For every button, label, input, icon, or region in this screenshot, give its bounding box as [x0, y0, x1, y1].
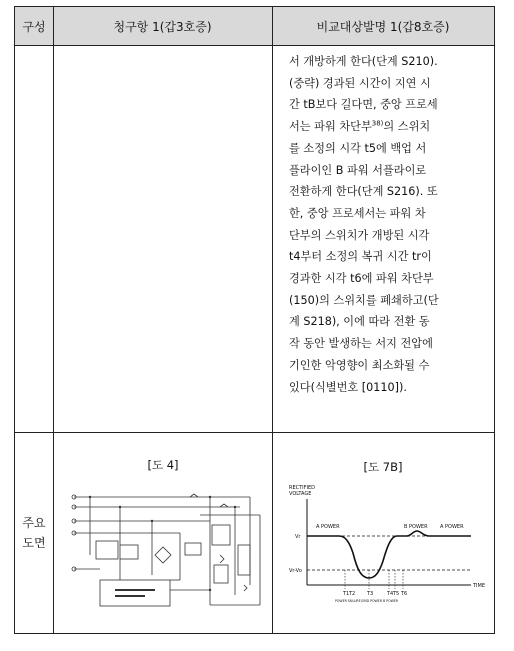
- graph-x-note: GRID POWER: [361, 599, 382, 603]
- text-line: 한, 중앙 프로세서는 파워 차: [289, 206, 426, 220]
- text-line: [289, 116, 491, 138]
- graph-t-label: T3: [367, 591, 374, 597]
- text-span: 서는 파워 차단부: [289, 120, 372, 134]
- graph-x-axis-label: TIME: [473, 583, 486, 589]
- graph-tick-vr: Vr: [295, 534, 301, 540]
- text-span: 의 스위치: [383, 120, 431, 134]
- header-col-component: 구성: [22, 20, 46, 34]
- text-line: 서 개방하게 한다(단계 S210).: [289, 55, 438, 68]
- graph-t-label: T4: [387, 591, 394, 597]
- footnote-ref: 38): [371, 119, 384, 128]
- text-line: (중략) 경과된 시간이 지연 시: [289, 76, 431, 90]
- header-col-claim: 청구항 1(갑3호증): [113, 20, 212, 34]
- text-line: (150)의 스위치를 폐쇄하고(단: [289, 293, 439, 307]
- figure-7b-label: [도 7B]: [363, 460, 403, 474]
- text-line: 작 동안 발생하는 서지 전압에: [289, 337, 433, 351]
- column-divider-2: [272, 7, 273, 633]
- text-line: 기인한 악영향이 최소화될 수: [289, 358, 430, 372]
- text-line: 플라이인 B 파워 서플라이로: [289, 163, 427, 177]
- text-line: 단부의 스위치가 개방된 시각: [289, 228, 430, 242]
- graph-label-a-power: A POWER: [316, 524, 340, 530]
- graph-t-label: T6: [401, 591, 408, 597]
- graph-y-title-2: VOLTAGE: [289, 491, 312, 497]
- header-col-prior-art: 비교대상발명 1(갑8호증): [316, 20, 450, 34]
- text-line: t4부터 소정의 복귀 시간 tr이: [289, 250, 432, 264]
- graph-y-title-1: RECTIFIED: [289, 485, 316, 491]
- text-line: 계 S218), 이에 따라 전환 동: [289, 315, 430, 329]
- prior-art-text: [289, 51, 491, 398]
- comparison-table: [14, 6, 495, 634]
- row-label-main-figure: [15, 513, 53, 553]
- graph-label-b-power: B POWER: [404, 524, 428, 530]
- voltage-time-graph: [283, 481, 493, 621]
- row-divider: [15, 432, 494, 433]
- text-line: 있다(식별번호 [0110]).: [289, 380, 407, 394]
- text-line: 전환하게 한다(단계 S216). 또: [289, 185, 438, 199]
- graph-t-label: T2: [349, 591, 356, 597]
- row-label-line: 도면: [22, 536, 46, 550]
- graph-x-note: POWER FAILURE: [335, 599, 361, 603]
- text-line: 간 tB보다 길다면, 중앙 프로세: [289, 98, 438, 112]
- graph-t-label: T5: [393, 591, 400, 597]
- graph-x-note: B POWER: [383, 599, 399, 603]
- graph-label-a-power: A POWER: [440, 524, 464, 530]
- figure-4-label: [도 4]: [147, 458, 179, 472]
- graph-tick-vrvo: Vr-Vo: [289, 568, 302, 574]
- circuit-schematic-figure: [60, 485, 270, 617]
- text-line: 경과한 시각 t6에 파워 차단부: [289, 272, 434, 286]
- text-line: 를 소정의 시각 t5에 백업 서: [289, 141, 427, 155]
- row-label-line: 주요: [22, 516, 46, 530]
- graph-t-label: T1: [343, 591, 350, 597]
- column-divider-1: [53, 7, 54, 633]
